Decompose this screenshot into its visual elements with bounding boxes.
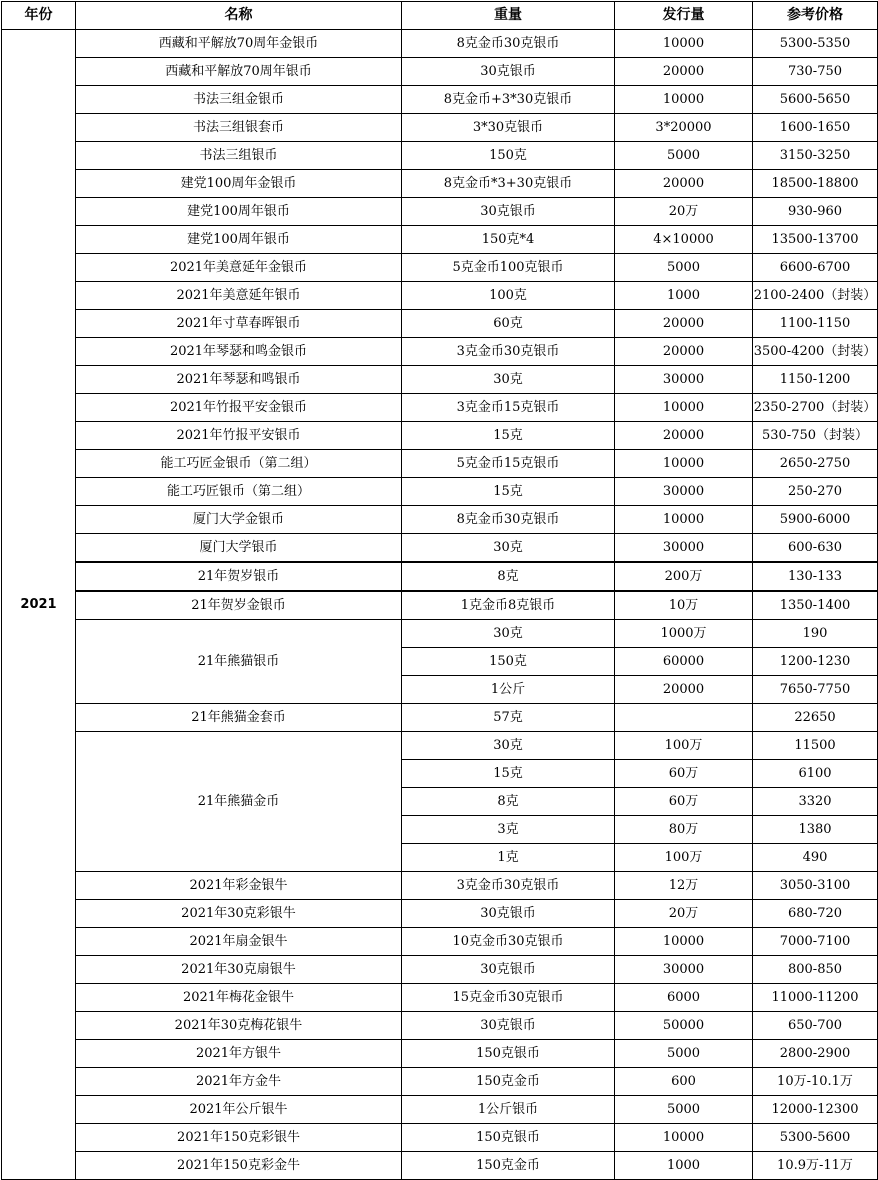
- weight-cell: 10克金币30克银币: [402, 928, 615, 956]
- weight-cell: 8克金币+3*30克银币: [402, 86, 615, 114]
- name-cell: 21年熊猫银币: [76, 620, 402, 704]
- price-cell: 130-133: [753, 562, 878, 591]
- price-cell: 11000-11200: [753, 984, 878, 1012]
- price-cell: 5300-5600: [753, 1124, 878, 1152]
- mintage-cell: 10000: [615, 86, 753, 114]
- mintage-cell: 10000: [615, 506, 753, 534]
- name-cell: 2021年梅花金银牛: [76, 984, 402, 1012]
- table-row: [2, 1040, 878, 1068]
- mintage-cell: 4×10000: [615, 226, 753, 254]
- weight-cell: 30克: [402, 366, 615, 394]
- price-cell: 650-700: [753, 1012, 878, 1040]
- table-row: [2, 422, 878, 450]
- mintage-cell: 6000: [615, 984, 753, 1012]
- mintage-cell: 10000: [615, 928, 753, 956]
- weight-cell: 57克: [402, 704, 615, 732]
- table-row: [2, 226, 878, 254]
- mintage-cell: 30000: [615, 956, 753, 984]
- name-cell: 西藏和平解放70周年银币: [76, 58, 402, 86]
- weight-cell: 8克: [402, 562, 615, 591]
- price-cell: 10万-10.1万: [753, 1068, 878, 1096]
- mintage-cell: 60万: [615, 760, 753, 788]
- name-cell: 能工巧匠银币（第二组）: [76, 478, 402, 506]
- weight-cell: 1公斤: [402, 676, 615, 704]
- mintage-cell: 12万: [615, 872, 753, 900]
- table-row: [2, 928, 878, 956]
- header-mintage: 发行量: [615, 2, 753, 30]
- mintage-cell: 1000: [615, 1152, 753, 1180]
- table-row: [2, 562, 878, 591]
- table-row: [2, 338, 878, 366]
- mintage-cell: 80万: [615, 816, 753, 844]
- table-row: [2, 58, 878, 86]
- table-row: [2, 394, 878, 422]
- table-body: [2, 30, 878, 1180]
- weight-cell: 60克: [402, 310, 615, 338]
- table-row: [2, 1012, 878, 1040]
- mintage-cell: 30000: [615, 478, 753, 506]
- name-cell: 2021年彩金银牛: [76, 872, 402, 900]
- price-cell: 2800-2900: [753, 1040, 878, 1068]
- mintage-cell: 20000: [615, 676, 753, 704]
- table-row: [2, 450, 878, 478]
- price-cell: 190: [753, 620, 878, 648]
- weight-cell: 30克银币: [402, 1012, 615, 1040]
- header-row: [2, 2, 878, 30]
- price-cell: 680-720: [753, 900, 878, 928]
- name-cell: 2021年琴瑟和鸣银币: [76, 366, 402, 394]
- weight-cell: 8克金币30克银币: [402, 30, 615, 58]
- mintage-cell: 1000万: [615, 620, 753, 648]
- name-cell: 2021年150克彩金牛: [76, 1152, 402, 1180]
- mintage-cell: 200万: [615, 562, 753, 591]
- mintage-cell: 5000: [615, 1040, 753, 1068]
- weight-cell: 150克: [402, 142, 615, 170]
- price-cell: 3320: [753, 788, 878, 816]
- mintage-cell: 100万: [615, 732, 753, 760]
- table-row: [2, 1124, 878, 1152]
- mintage-cell: 1000: [615, 282, 753, 310]
- name-cell: 2021年寸草春晖银币: [76, 310, 402, 338]
- price-cell: 1350-1400: [753, 591, 878, 620]
- table-row: [2, 254, 878, 282]
- mintage-cell: 30000: [615, 366, 753, 394]
- weight-cell: 3*30克银币: [402, 114, 615, 142]
- name-cell: 厦门大学金银币: [76, 506, 402, 534]
- name-cell: 书法三组银币: [76, 142, 402, 170]
- table-row: [2, 956, 878, 984]
- mintage-cell: 3*20000: [615, 114, 753, 142]
- weight-cell: 1克金币8克银币: [402, 591, 615, 620]
- price-cell: 18500-18800: [753, 170, 878, 198]
- price-cell: 2650-2750: [753, 450, 878, 478]
- table-row: [2, 506, 878, 534]
- price-cell: 7650-7750: [753, 676, 878, 704]
- table-row: [2, 114, 878, 142]
- mintage-cell: 10000: [615, 394, 753, 422]
- name-cell: 2021年竹报平安银币: [76, 422, 402, 450]
- name-cell: 2021年美意延年银币: [76, 282, 402, 310]
- name-cell: 2021年扇金银牛: [76, 928, 402, 956]
- header-name: 名称: [76, 2, 402, 30]
- name-cell: 厦门大学银币: [76, 534, 402, 563]
- price-cell: 250-270: [753, 478, 878, 506]
- table-row: [2, 1096, 878, 1124]
- price-cell: 5300-5350: [753, 30, 878, 58]
- name-cell: 21年熊猫金套币: [76, 704, 402, 732]
- price-cell: 730-750: [753, 58, 878, 86]
- mintage-cell: 5000: [615, 254, 753, 282]
- price-cell: 2100-2400（封装）: [753, 282, 878, 310]
- weight-cell: 1公斤银币: [402, 1096, 615, 1124]
- table-row: [2, 704, 878, 732]
- table-row: [2, 86, 878, 114]
- weight-cell: 150克金币: [402, 1068, 615, 1096]
- price-cell: 12000-12300: [753, 1096, 878, 1124]
- coin-price-table: [1, 1, 878, 1180]
- price-cell: 930-960: [753, 198, 878, 226]
- price-cell: 3150-3250: [753, 142, 878, 170]
- mintage-cell: 20000: [615, 422, 753, 450]
- mintage-cell: 600: [615, 1068, 753, 1096]
- name-cell: 建党100周年银币: [76, 198, 402, 226]
- mintage-cell: 100万: [615, 844, 753, 872]
- weight-cell: 1克: [402, 844, 615, 872]
- weight-cell: 3克金币30克银币: [402, 338, 615, 366]
- price-cell: 1380: [753, 816, 878, 844]
- name-cell: 书法三组银套币: [76, 114, 402, 142]
- weight-cell: 30克: [402, 534, 615, 563]
- name-cell: 2021年美意延年金银币: [76, 254, 402, 282]
- price-cell: 1100-1150: [753, 310, 878, 338]
- table-row: [2, 534, 878, 563]
- weight-cell: 30克银币: [402, 198, 615, 226]
- weight-cell: 15克金币30克银币: [402, 984, 615, 1012]
- table-row: [2, 478, 878, 506]
- mintage-cell: 20000: [615, 170, 753, 198]
- weight-cell: 150克银币: [402, 1124, 615, 1152]
- price-cell: 6100: [753, 760, 878, 788]
- header-weight: 重量: [402, 2, 615, 30]
- table-row: [2, 732, 878, 760]
- price-cell: 3050-3100: [753, 872, 878, 900]
- name-cell: 2021年30克扇银牛: [76, 956, 402, 984]
- mintage-cell: 20000: [615, 338, 753, 366]
- mintage-cell: 20万: [615, 198, 753, 226]
- weight-cell: 30克银币: [402, 956, 615, 984]
- weight-cell: 150克*4: [402, 226, 615, 254]
- price-cell: 11500: [753, 732, 878, 760]
- table-row: [2, 282, 878, 310]
- weight-cell: 150克金币: [402, 1152, 615, 1180]
- weight-cell: 3克: [402, 816, 615, 844]
- price-cell: 3500-4200（封装）: [753, 338, 878, 366]
- weight-cell: 15克: [402, 478, 615, 506]
- weight-cell: 15克: [402, 760, 615, 788]
- weight-cell: 8克金币*3+30克银币: [402, 170, 615, 198]
- mintage-cell: 20万: [615, 900, 753, 928]
- name-cell: 21年贺岁银币: [76, 562, 402, 591]
- mintage-cell: 5000: [615, 142, 753, 170]
- name-cell: 书法三组金银币: [76, 86, 402, 114]
- price-cell: 22650: [753, 704, 878, 732]
- weight-cell: 30克: [402, 732, 615, 760]
- table-row: [2, 366, 878, 394]
- mintage-cell: 50000: [615, 1012, 753, 1040]
- table-row: [2, 30, 878, 58]
- name-cell: 21年贺岁金银币: [76, 591, 402, 620]
- price-cell: 600-630: [753, 534, 878, 563]
- price-cell: 13500-13700: [753, 226, 878, 254]
- table-row: [2, 872, 878, 900]
- mintage-cell: 10000: [615, 30, 753, 58]
- weight-cell: 3克金币30克银币: [402, 872, 615, 900]
- weight-cell: 150克: [402, 648, 615, 676]
- table-row: [2, 1068, 878, 1096]
- weight-cell: 100克: [402, 282, 615, 310]
- mintage-cell: 60000: [615, 648, 753, 676]
- year-cell: 2021: [2, 30, 76, 1180]
- price-cell: 6600-6700: [753, 254, 878, 282]
- weight-cell: 150克银币: [402, 1040, 615, 1068]
- price-cell: 1200-1230: [753, 648, 878, 676]
- name-cell: 2021年30克梅花银牛: [76, 1012, 402, 1040]
- price-cell: 10.9万-11万: [753, 1152, 878, 1180]
- name-cell: 2021年150克彩银牛: [76, 1124, 402, 1152]
- mintage-cell: 60万: [615, 788, 753, 816]
- name-cell: 21年熊猫金币: [76, 732, 402, 872]
- mintage-cell: [615, 704, 753, 732]
- name-cell: 西藏和平解放70周年金银币: [76, 30, 402, 58]
- weight-cell: 30克银币: [402, 900, 615, 928]
- name-cell: 2021年方金牛: [76, 1068, 402, 1096]
- price-cell: 7000-7100: [753, 928, 878, 956]
- price-cell: 800-850: [753, 956, 878, 984]
- weight-cell: 15克: [402, 422, 615, 450]
- mintage-cell: 20000: [615, 310, 753, 338]
- table-row: [2, 170, 878, 198]
- mintage-cell: 10000: [615, 1124, 753, 1152]
- name-cell: 2021年方银牛: [76, 1040, 402, 1068]
- table-row: [2, 198, 878, 226]
- weight-cell: 30克: [402, 620, 615, 648]
- name-cell: 建党100周年金银币: [76, 170, 402, 198]
- mintage-cell: 10万: [615, 591, 753, 620]
- name-cell: 2021年30克彩银牛: [76, 900, 402, 928]
- weight-cell: 8克: [402, 788, 615, 816]
- table-row: [2, 620, 878, 648]
- name-cell: 能工巧匠金银币（第二组）: [76, 450, 402, 478]
- price-cell: 1150-1200: [753, 366, 878, 394]
- table-row: [2, 900, 878, 928]
- table-row: [2, 1152, 878, 1180]
- header-year: 年份: [2, 2, 76, 30]
- mintage-cell: 30000: [615, 534, 753, 563]
- weight-cell: 3克金币15克银币: [402, 394, 615, 422]
- table-row: [2, 984, 878, 1012]
- price-cell: 5900-6000: [753, 506, 878, 534]
- price-cell: 2350-2700（封装）: [753, 394, 878, 422]
- table-row: [2, 142, 878, 170]
- table-row: [2, 591, 878, 620]
- weight-cell: 5克金币100克银币: [402, 254, 615, 282]
- weight-cell: 8克金币30克银币: [402, 506, 615, 534]
- weight-cell: 5克金币15克银币: [402, 450, 615, 478]
- name-cell: 2021年公斤银牛: [76, 1096, 402, 1124]
- price-cell: 490: [753, 844, 878, 872]
- price-cell: 5600-5650: [753, 86, 878, 114]
- weight-cell: 30克银币: [402, 58, 615, 86]
- price-cell: 1600-1650: [753, 114, 878, 142]
- table-row: [2, 310, 878, 338]
- price-cell: 530-750（封装）: [753, 422, 878, 450]
- name-cell: 2021年竹报平安金银币: [76, 394, 402, 422]
- mintage-cell: 20000: [615, 58, 753, 86]
- header-price: 参考价格: [753, 2, 878, 30]
- name-cell: 2021年琴瑟和鸣金银币: [76, 338, 402, 366]
- mintage-cell: 10000: [615, 450, 753, 478]
- name-cell: 建党100周年银币: [76, 226, 402, 254]
- mintage-cell: 5000: [615, 1096, 753, 1124]
